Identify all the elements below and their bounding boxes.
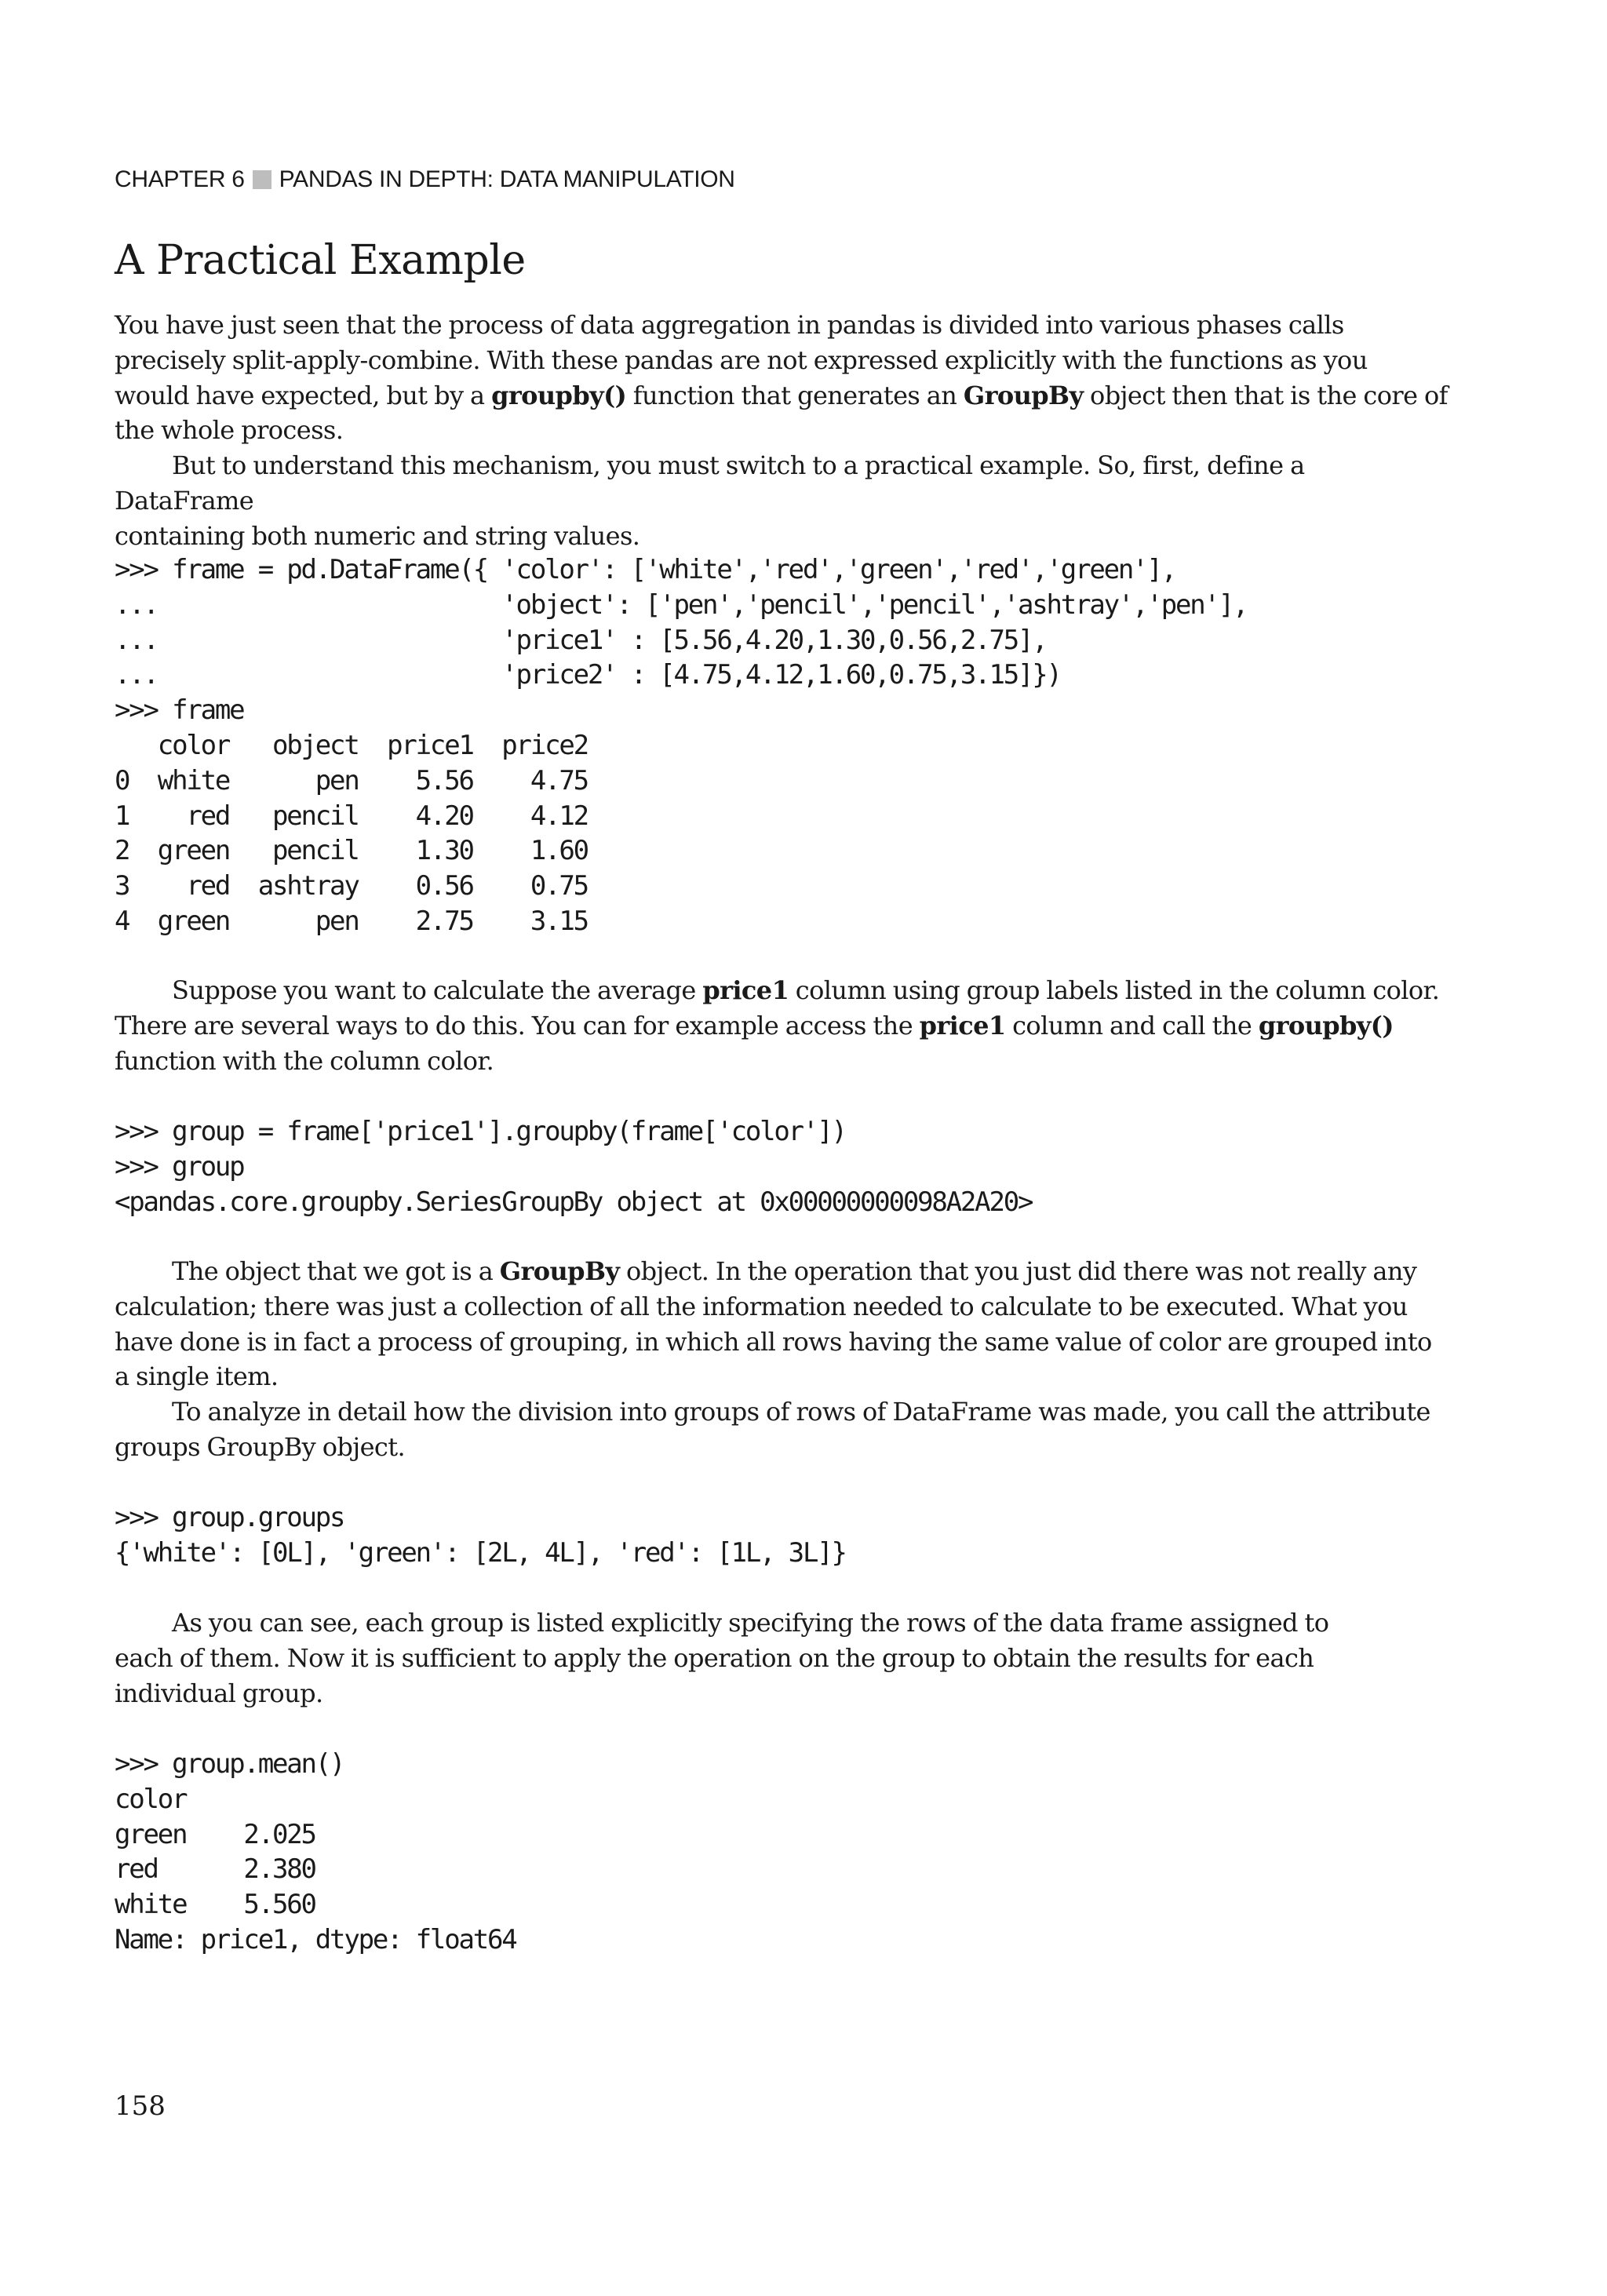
- paragraph-text: function with the column color.: [115, 1045, 494, 1076]
- paragraph-text: object. In the operation that you just did there was not really any calculation; there was just a collection of all the information needed to calculate to be executed. What you have done is in fact a process of grouping, in which all rows having the same value of color are grouped into a single item.: [115, 1256, 1432, 1392]
- section-title: A Practical Example: [115, 237, 526, 284]
- paragraph-text: function that generates an: [626, 380, 964, 410]
- inline-code-term: groupby(): [491, 380, 627, 410]
- inline-code-term: price1: [702, 975, 789, 1005]
- inline-code-term: GroupBy: [499, 1256, 620, 1286]
- paragraph-text: You have just seen that the process of data aggregation in pandas is divided into various phases calls precisely split-apply-combine. With these pandas are not expressed explicitly with the functions as you would have expected, but by a: [115, 310, 1368, 410]
- paragraph-groupby-object: [115, 1254, 1448, 1394]
- paragraph-analyze: To analyze in detail how the division into groups of rows of DataFrame was made, you call the attribute groups GroupBy object.: [115, 1397, 1430, 1462]
- paragraph-intro: [115, 308, 1448, 448]
- paragraph-text: The object that we got is a: [172, 1256, 500, 1286]
- paragraph-text: column using group labels listed in the column color. There are several ways to do this. You can for example access the: [115, 975, 1440, 1040]
- paragraph-text: Suppose you want to calculate the average: [172, 975, 703, 1005]
- result-text-block: [115, 1605, 1448, 1711]
- paragraph-text: column and call the: [1005, 1010, 1259, 1040]
- code-block-groupby: >>> group = frame['price1'].groupby(frame['color']) >>> group <pandas.core.groupby.SeriesGroupBy object at 0x00000000098A2A20>: [115, 1116, 1033, 1218]
- inline-code-term: price1: [919, 1010, 1006, 1040]
- intro-text-block: [115, 308, 1448, 554]
- code-block-groups: >>> group.groups {'white': [0L], 'green': [2L, 4L], 'red': [1L, 3L]}: [115, 1502, 846, 1569]
- chapter-label: CHAPTER 6: [115, 166, 245, 192]
- grouping-text-block: [115, 1254, 1448, 1465]
- paragraph-text: object then that is the core of the whole process.: [115, 380, 1448, 446]
- inline-code-term: GroupBy: [963, 380, 1084, 410]
- inline-code-term: groupby(): [1258, 1010, 1394, 1040]
- groupby-text-block: [115, 973, 1448, 1078]
- paragraph-practical: But to understand this mechanism, you must switch to a practical example. So, first, define a DataFrame containing both numeric and string values.: [115, 450, 1305, 551]
- header-separator-square: [253, 170, 271, 189]
- running-header: [115, 166, 735, 193]
- chapter-title: PANDAS IN DEPTH: DATA MANIPULATION: [279, 166, 735, 192]
- code-block-dataframe: >>> frame = pd.DataFrame({ 'color': ['white','red','green','red','green'], ... 'object': ['pen','pencil','pencil','ashtray','pen'], ... 'price1' : [5.56,4.20,1.30,0.56,2.75], ... 'price2' : [4.75,4.12,1.60,0.75,3.15]}) >>> frame color object price1 price2 0 white pen 5.56 4.75 1 red pencil 4.20 4.12 2 green pencil 1.30 1.60 3 red ashtray 0.56 0.75 4 green pen 2.75 3.15: [115, 554, 1248, 937]
- page-number: 158: [115, 2090, 166, 2122]
- paragraph-each-group: As you can see, each group is listed explicitly specifying the rows of the data frame assigned to each of them. Now it is sufficient to apply the operation on the group to obtain the results for each individual group.: [115, 1608, 1329, 1708]
- paragraph-average: [115, 973, 1448, 1078]
- code-block-mean: >>> group.mean() color green 2.025 red 2.380 white 5.560 Name: price1, dtype: float64: [115, 1748, 516, 1955]
